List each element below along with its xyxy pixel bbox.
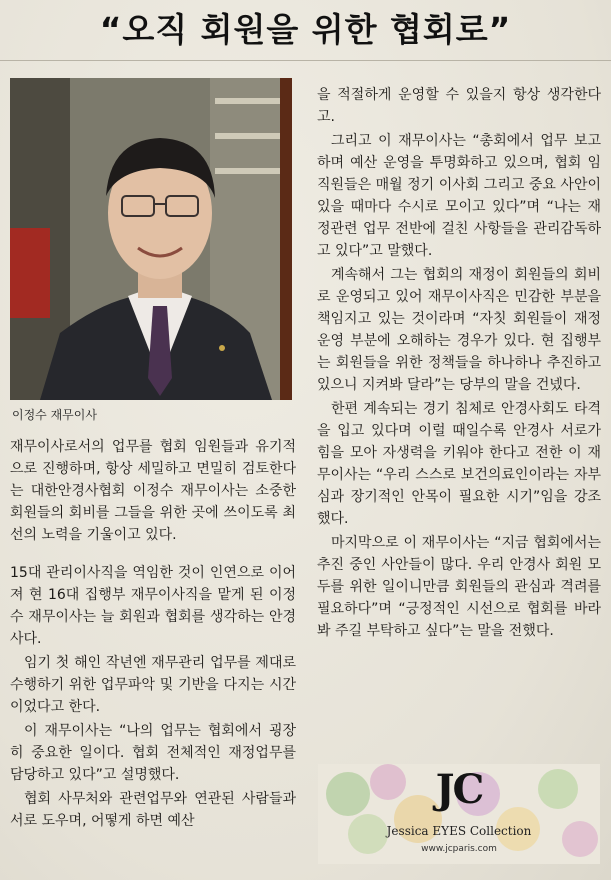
article-right-column bbox=[317, 84, 601, 644]
article-paragraph: 이 재무이사는 “나의 업무는 협회에서 굉장히 중요한 일이다. 협회 전체적인 재정업무를 담당하고 있다”고 설명했다. bbox=[10, 723, 296, 783]
article-paragraph: 계속해서 그는 협회의 재정이 회원들의 회비로 운영되고 있어 재무이사직은 민감한 부분을 책임지고 있는 것이라며 “자칫 회원들이 재정 운영 부분에 오해하는 경우가 있다. 현 집행부는 회원들을 위한 정책들을 하나하나 추진하고 있으니 지켜봐 달라”는 당부의 말을 건넸다. bbox=[317, 267, 601, 393]
article-paragraph: 임기 첫 해인 작년엔 재무관리 업무를 제대로 수행하기 위한 업무파악 및 기반을 다지는 시간이었다고 한다. bbox=[10, 655, 296, 715]
headline-rule bbox=[0, 60, 611, 61]
photo-caption: 이정수 재무이사 bbox=[12, 408, 97, 422]
brand-name: Jessica EYES Collection bbox=[386, 824, 532, 838]
brand-url: www.jcparis.com bbox=[421, 844, 497, 854]
article-paragraph: 마지막으로 이 재무이사는 “지금 협회에서는 추진 중인 사안들이 많다. 우리 안경사 회원 모두를 위한 일이니만큼 회원들의 관심과 격려를 필요하다”며 “긍정적인 시선으로 협회를 바라봐 주길 부탁하고 싶다”는 말을 전했다. bbox=[317, 535, 601, 639]
article-paragraph: 한편 계속되는 경기 침체로 안경사회도 타격을 입고 있다며 이럴 때일수록 안경사 서로가 힘을 모아 자생력을 키워야 한다고 전한 이 재무이사는 “우리 스스로 보건의료인이라는 자부심과 장기적인 안목이 필요한 시기”임을 강조했다. bbox=[317, 401, 601, 527]
advertisement bbox=[318, 764, 600, 864]
article-paragraph: 그리고 이 재무이사는 “총회에서 업무 보고하며 예산 운영을 투명화하고 있으며, 협회 임직원들은 매월 정기 이사회 그리고 중요 사안이 있을 때마다 수시로 모이고 있다”며 “나는 재정관련 업무 전반에 걸친 사항들을 관리감독하고 있다”고 말했다. bbox=[317, 133, 601, 259]
portrait-photo bbox=[10, 78, 292, 400]
article-paragraph: 협회 사무처와 관련업무와 연관된 사람들과 서로 도우며, 어떻게 하면 예산 bbox=[10, 791, 296, 829]
headline: “오직 회원을 위한 협회로” bbox=[99, 10, 512, 49]
brand-logo: JC bbox=[435, 766, 483, 813]
portrait-illustration bbox=[10, 78, 292, 400]
article-paragraph: 을 적절하게 운영할 수 있을지 항상 생각한다고. bbox=[317, 87, 601, 125]
article-paragraph: 15대 관리이사직을 역임한 것이 인연으로 이어져 현 16대 집행부 재무이사직을 맡게 된 이정수 재무이사는 늘 회원과 협회를 생각하는 안경사다. bbox=[10, 565, 296, 647]
article-paragraph: 재무이사로서의 업무를 협회 임원들과 유기적으로 진행하며, 항상 세밀하고 면밀히 검토한다는 대한안경사협회 이정수 재무이사는 소중한 회원들의 회비를 그들을 위한 곳에 쓰이도록 최선의 노력을 기울이고 있다. bbox=[10, 439, 296, 543]
article-left-column bbox=[10, 436, 296, 834]
